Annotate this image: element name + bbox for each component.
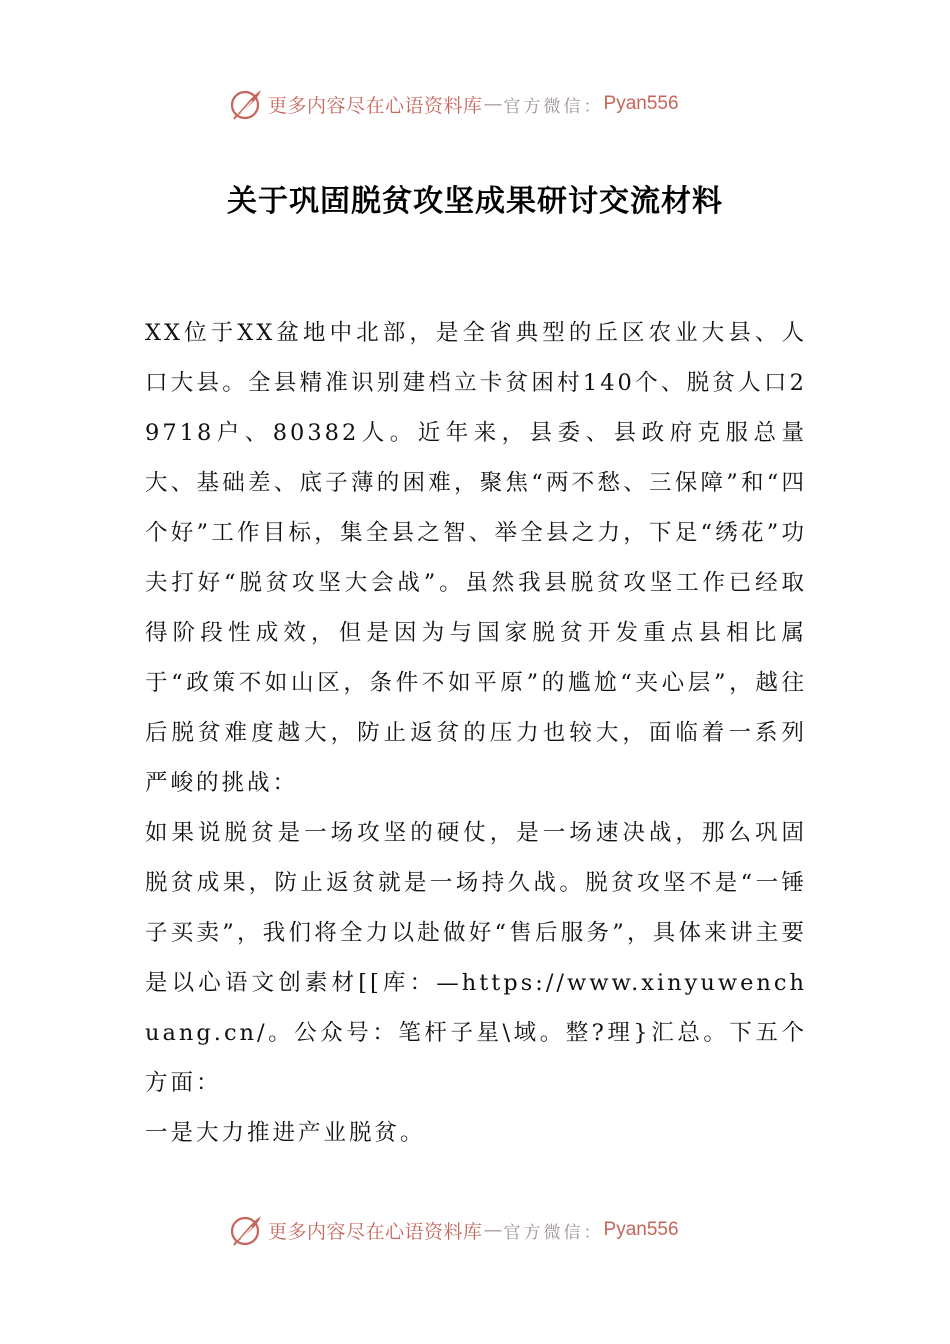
paragraph-3: 一是大力推进产业脱贫。 bbox=[145, 1120, 426, 1146]
banner-label: 官方微信： bbox=[503, 1222, 604, 1243]
banner-wechat-id: Pyan556 bbox=[603, 1219, 679, 1240]
paragraph-2: 如果说脱贫是一场攻坚的硬仗，是一场速决战，那么巩固脱贫成果，防止返贫就是一场持久战。脱贫攻坚不是“一锤子买卖”，我们将全力以赴做好“售后服务”，具体来讲主要是以心语文创素材[[库：—https://www.xinyuwenchuang.cn/。公众号：笔杆子星\域。整?理}汇总。下五个方面： bbox=[145, 820, 807, 1096]
document-title: 关于巩固脱贫攻坚成果研讨交流材料 bbox=[227, 184, 723, 219]
banner-dash: — bbox=[483, 1219, 503, 1241]
quill-pen-logo-icon bbox=[228, 86, 264, 122]
quill-pen-logo-icon bbox=[228, 1212, 264, 1248]
banner-dash: — bbox=[483, 93, 503, 115]
banner-wechat-id: Pyan556 bbox=[603, 93, 679, 114]
footer-banner bbox=[228, 1210, 748, 1250]
banner-label: 官方微信： bbox=[503, 96, 604, 117]
banner-text: 更多内容尽在心语资料库 bbox=[268, 94, 483, 117]
paragraph-1: XX位于XX盆地中北部，是全省典型的丘区农业大县、人口大县。全县精准识别建档立卡贫困村140个、脱贫人口29718户、80382人。近年来，县委、县政府克服总量大、基础差、底子薄的困难，聚焦“两不愁、三保障”和“四个好”工作目标，集全县之智、举全县之力，下足“绣花”功夫打好“脱贫攻坚大会战”。虽然我县脱贫攻坚工作已经取得阶段性成效，但是因为与国家脱贫开发重点县相比属于“政策不如山区，条件不如平原”的尴尬“夹心层”，越往后脱贫难度越大，防止返贫的压力也较大，面临着一系列严峻的挑战： bbox=[145, 320, 807, 796]
banner-text: 更多内容尽在心语资料库 bbox=[268, 1220, 483, 1243]
header-banner bbox=[228, 84, 748, 124]
document-body bbox=[145, 308, 807, 1158]
